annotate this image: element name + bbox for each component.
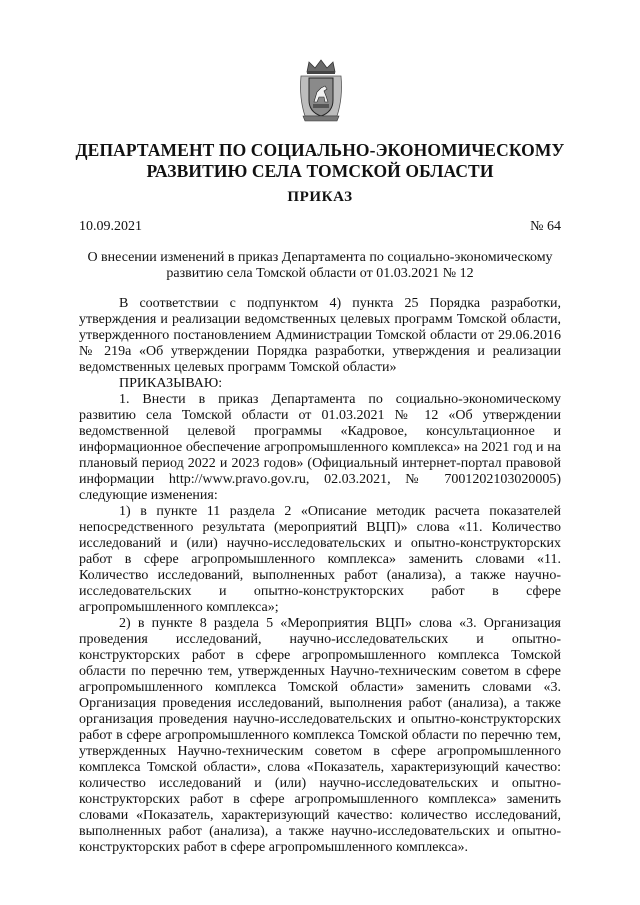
item-1-1-paragraph: 1) в пункте 11 раздела 2 «Описание методик расчета показателей непосредственного результата (мероприятий ВЦП)» слова «11. Количество исследований и (или) научно-исследовательских и опытно-конструкторских работ в сфере агропромышленного комплекса» заменить словами «11. Количество исследований, выполненных работ (анализа), а также научно-исследовательских и опытно-конструкторских работ в сфере агропромышленного комплекса»; [79,504,561,615]
department-name-line2: РАЗВИТИЮ СЕЛА ТОМСКОЙ ОБЛАСТИ [146,161,494,181]
item-1-2-paragraph: 2) в пункте 8 раздела 5 «Мероприятия ВЦП» слова «3. Организация проведения исследований, научно-исследовательских и опытно-конструкторских работ в сфере агропромышленного комплекса Томской области по перечню тем, утвержденных Научно-техническим советом в сфере агропромышленного комплекса Томской области» заменить словами «3. Организация проведения исследований, выполнения работ (анализа), а также организация проведения научно-исследовательских и опытно-конструкторских работ в сфере агропромышленного комплекса Томской области по перечню тем, утвержденных Научно-техническим советом в сфере агропромышленного комплекса Томской области», слова «Показатель, характеризующий качество: количество исследований и (или) научно-исследовательских и опытно-конструкторских работ в сфере агропромышленного комплекса» заменить словами «Показатель, характеризующий качество: количество исследований, выполненных работ (анализа), а также научно-исследовательских и опытно-конструкторских работ в сфере агропромышленного комплекса». [79,616,561,855]
order-directive: ПРИКАЗЫВАЮ: [119,376,223,391]
department-name-line1: ДЕПАРТАМЕНТ ПО СОЦИАЛЬНО-ЭКОНОМИЧЕСКОМУ [75,140,565,160]
subject-line1: О внесении изменений в приказ Департамента по социально-экономическому [87,250,553,265]
order-body [79,296,561,856]
document-type-title: ПРИКАЗ [287,189,353,205]
order-number: № 64 [530,219,561,234]
order-date: 10.09.2021 [79,219,142,234]
item-1-paragraph: 1. Внести в приказ Департамента по социально-экономическому развитию села Томской области от 01.03.2021 № 12 «Об утверждении ведомственной целевой программы «Кадровое, консультационное и информационное обеспечение агропромышленного комплекса» на 2021 год и на плановый период 2022 и 2023 годов» (Официальный интернет-портал правовой информации http://www.pravo.gov.ru, 02.03.2021, № 7001202103020005) следующие изменения: [79,392,561,503]
coat-of-arms-icon [297,58,345,124]
subject-line2: развитию села Томской области от 01.03.2021 № 12 [166,266,474,281]
preamble-paragraph: В соответствии с подпунктом 4) пункта 25 Порядка разработки, утверждения и реализации ведомственных целевых программ Томской области, утвержденного постановлением Администрации Томской области от 29.06.2016 № 219а «Об утверждении Порядка разработки, утверждения и реализации ведомственных целевых программ Томской области» [79,296,561,375]
